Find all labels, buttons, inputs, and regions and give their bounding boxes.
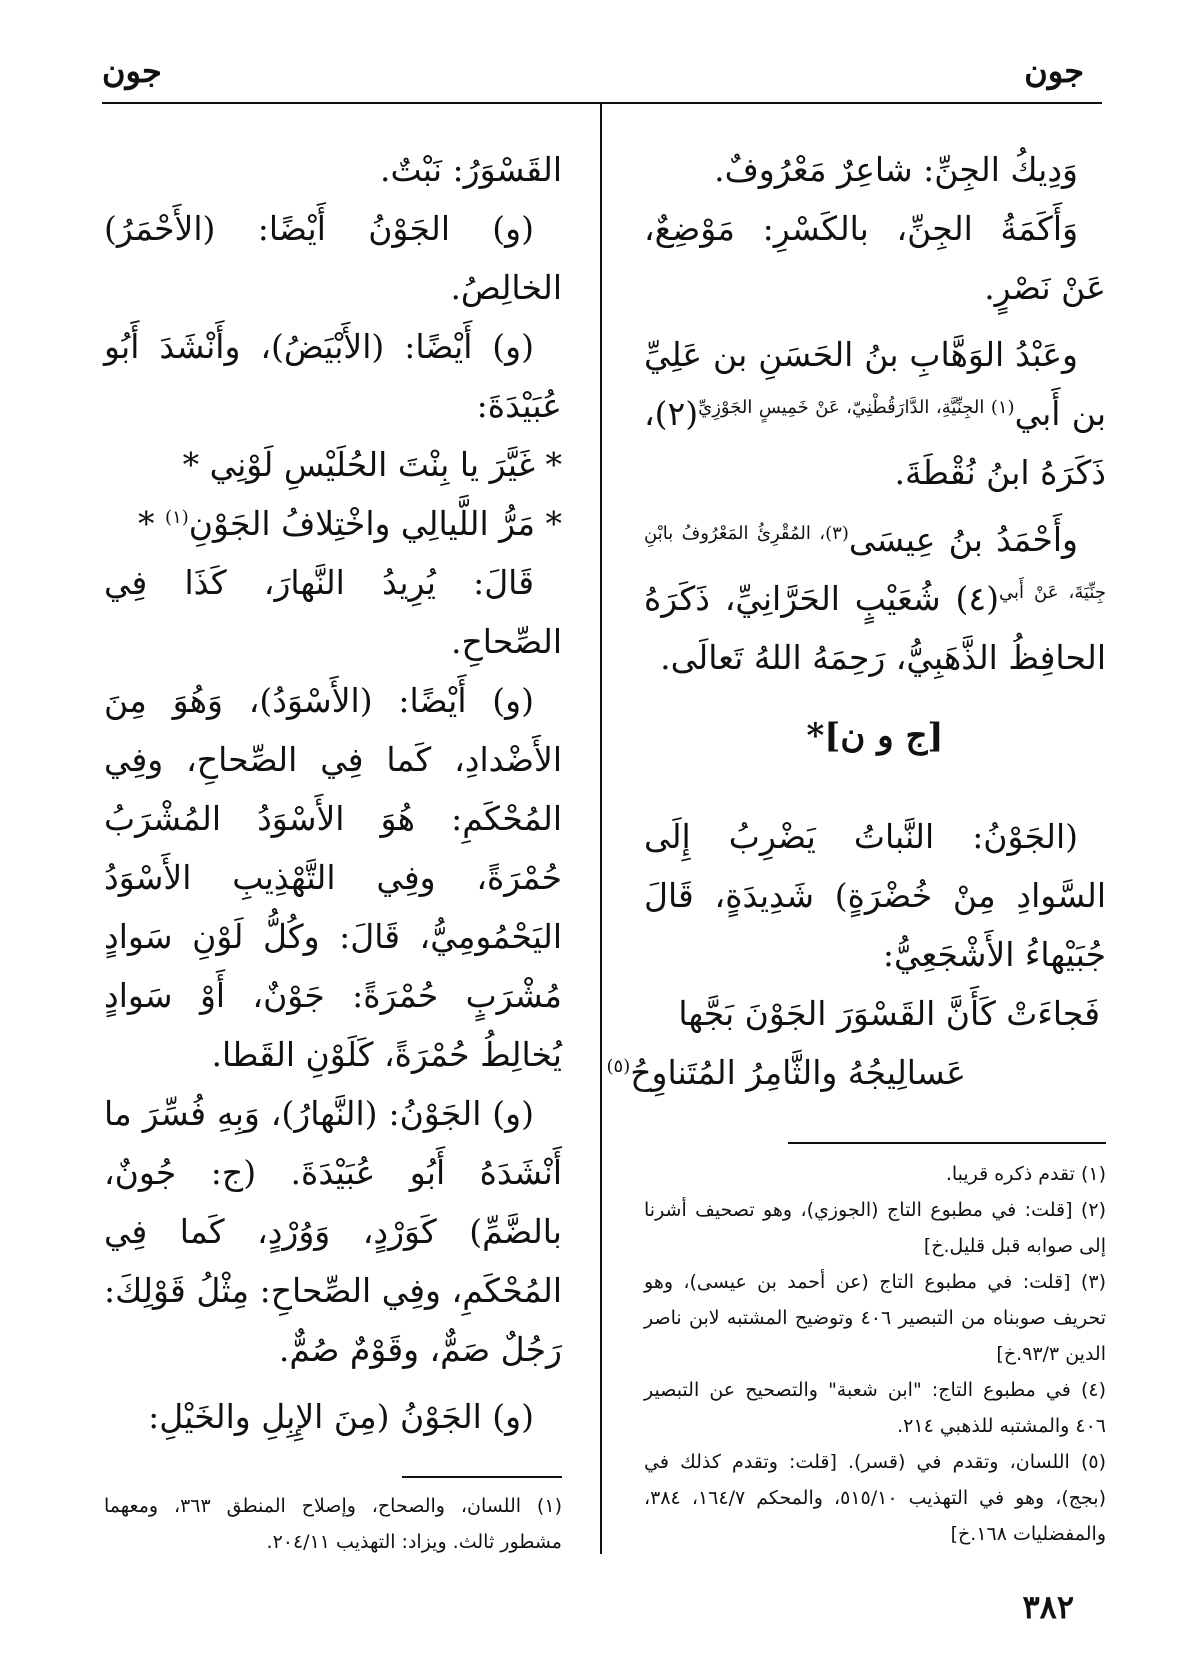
paragraph: القَسْوَرُ: نَبْتٌ. (380, 150, 562, 189)
verse-line: عَسالِيجُهُ والثَّامِرُ المُتَناوِحُ$^{(٥)}$ (606, 1053, 966, 1092)
paragraph: (و) أَيْضًا: (الأَسْوَدُ)، وَهُوَ مِنَ الأَضْدادِ، كَما فِي الصِّحاحِ، وفِي المُحْكَمِ: هُوَ الأَسْوَدُ المُشْرَبُ حُمْرَةً، وفِي التَّهْذِيبِ الأَسْوَدُ اليَحْمُومِيُّ، قَالَ: وكُلُّ لَوْنِ سَوادٍ مُشْرَبٍ حُمْرَةً: جَوْنٌ، أَوْ سَوادٍ يُخالِطُ حُمْرَةً، كَلَوْنِ القَطا. (104, 681, 562, 1074)
paragraph: قَالَ: يُرِيدُ النَّهارَ، كَذَا فِي الصِّحاحِ. (104, 563, 562, 661)
right-column (606, 140, 1107, 1552)
running-head-right: جون (1024, 52, 1084, 90)
page-number: ٣٨٢ (1022, 1588, 1074, 1626)
verse-line: * مَرُّ اللَّيالِي واخْتِلافُ الجَوْنِ$^{(١)}$ * (138, 504, 562, 543)
footnote: (٣) [قلت: في مطبوع التاج (عن أحمد بن عيسى)، وهو تحريف صوبناه من التبصير ٤٠٦ وتوضيح المشتبه لابن ناصر الدين ٩٣/٣.خ] (644, 1271, 1106, 1365)
running-head-left: جون (102, 52, 162, 90)
footnote: (١) تقدم ذكره قريبا. (945, 1163, 1106, 1185)
paragraph-ahmad-bin-isa: وأَحْمَدُ بنُ عِيسَى$^{(٣)، المُقْرِئُ المَعْرُوفُ بابْنِ جِنِّيَةَ، عَنْ أَبي}$(٤) شُعَيْبٍ الحَرَّانِيِّ، ذَكَرَهُ الحافِظُ الذَّهَبِيُّ، رَحِمَهُ اللهُ تَعالَى. (644, 520, 1106, 677)
footnote-rule (788, 1142, 1106, 1144)
verse-line: * غَيَّرَ يا بِنْتَ الحُلَيْسِ لَوْنِي * (182, 445, 562, 484)
entry-heading: [ج و ن]* (806, 716, 944, 756)
verse-line: فَجاءَتْ كَأَنَّ القَسْوَرَ الجَوْنَ بَجَّها (678, 994, 1100, 1033)
footnote-ref: (٣)، المُقْرِئُ المَعْرُوفُ بابْنِ جِنِّيَةَ، عَنْ أَبي (644, 523, 1106, 603)
paragraph: (و) الجَوْنُ أَيْضًا: (الأَحْمَرُ) الخالِصُ. (104, 209, 562, 307)
left-column (104, 140, 562, 1560)
header-rule (102, 102, 1102, 104)
paragraph-abd-al-wahhab: وعَبْدُ الوَهَّابِ بنُ الحَسَنِ بن عَلِيِّ بن أَبي$^{(١) الجِنِّيَّةِ، الدَّارَقُطْنِيّ، عَنْ خَمِيسٍ الجَوْزِيِّ}$(٢)، ذَكَرَهُ ابنُ نُقْطَةَ. (644, 335, 1107, 492)
footnote-ref: (١) الجِنِّيَّةِ، الدَّارَقُطْنِيّ، عَنْ خَمِيسٍ الجَوْزِيِّ (698, 397, 1015, 418)
footnote-ref: (٥) (606, 1056, 631, 1077)
footnote: (٢) [قلت: في مطبوع التاج (الجوزي)، وهو تصحيف أشرنا إلى صوابه قبل قليل.خ] (644, 1199, 1106, 1257)
footnote-ref: (١) (165, 507, 189, 528)
paragraph: (و) الجَوْنُ (مِنَ الإِبِلِ والخَيْلِ: (148, 1397, 534, 1436)
paragraph: (و) أَيْضًا: (الأَبْيَضُ)، وأَنْشَدَ أَبُو عُبَيْدَةَ: (104, 327, 562, 425)
paragraph: (و) الجَوْنُ: (النَّهارُ)، وَبِهِ فُسِّرَ ما أَنْشَدَهُ أَبُو عُبَيْدَةَ. (ج: جُونٌ، بالضَّمِّ) كَوَرْدٍ، وَوُرْدٍ، كَما فِي المُحْكَمِ، وفِي الصِّحاحِ: مِثْلُ قَوْلِكَ: رَجُلٌ صَمٌّ، وقَوْمٌ صُمٌّ. (104, 1094, 562, 1369)
entry-definition: (الجَوْنُ: النَّباتُ يَضْرِبُ إِلَى السَّوادِ مِنْ خُضْرَةٍ) شَدِيدَةٍ، قَالَ جُبَيْهاءُ الأَشْجَعِيُّ: (644, 817, 1106, 974)
paragraph-dik-al-jinn: وَدِيكُ الجِنِّ: شاعِرٌ مَعْرُوفٌ. (714, 150, 1078, 189)
footnote-rule (402, 1476, 562, 1478)
footnote: (٥) اللسان، وتقدم في (قسر). [قلت: وتقدم كذلك في (بجج)، وهو في التهذيب ٥١٥/١٠، والمحكم ١٦٤/٧، ٣٨٤، والمفضليات ١٦٨.خ] (644, 1451, 1107, 1545)
footnote: (١) اللسان، والصحاح، وإصلاح المنطق ٣٦٣، ومعهما مشطور ثالث. ويزاد: التهذيب ٢٠٤/١١. (104, 1495, 562, 1553)
footnote: (٤) في مطبوع التاج: "ابن شعبة" والتصحيح عن التبصير ٤٠٦ والمشتبه للذهبي ٢١٤. (644, 1379, 1106, 1437)
column-divider (600, 104, 602, 1554)
paragraph-akamat-al-jinn: وَأَكَمَةُ الجِنِّ، بالكَسْرِ: مَوْضِعٌ، عَنْ نَصْرٍ. (644, 209, 1106, 307)
